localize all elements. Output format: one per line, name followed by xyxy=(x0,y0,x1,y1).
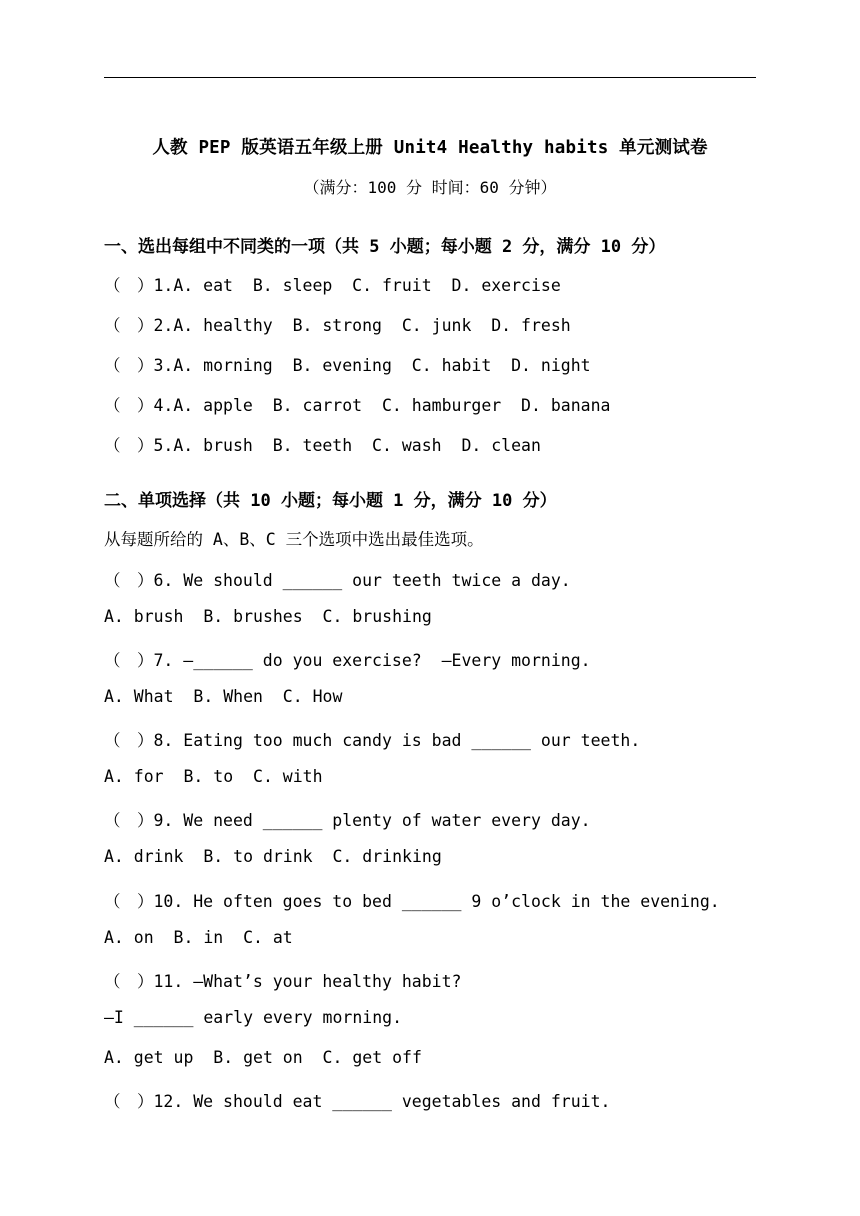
question-line: （ ）4.A. apple B. carrot C. hamburger D. banana xyxy=(104,396,611,415)
question-line: （ ）5.A. brush B. teeth C. wash D. clean xyxy=(104,436,541,455)
question-line: （ ）9. We need ______ plenty of water every day. xyxy=(104,811,591,830)
options-line: A. get up B. get on C. get off xyxy=(104,1048,422,1067)
question-line: （ ）6. We should ______ our teeth twice a day. xyxy=(104,571,571,590)
answer-line: —I ______ early every morning. xyxy=(104,1008,403,1027)
question-line: （ ）12. We should eat ______ vegetables and fruit. xyxy=(104,1092,611,1111)
question-line: （ ）7. —______ do you exercise? —Every morning. xyxy=(104,651,591,670)
question-line: （ ）11. —What’s your healthy habit? xyxy=(104,972,462,991)
question-line: （ ）10. He often goes to bed ______ 9 o’clock in the evening. xyxy=(104,892,720,911)
options-line: A. What B. When C. How xyxy=(104,687,343,706)
question-line: （ ）3.A. morning B. evening C. habit D. night xyxy=(104,356,591,375)
question-line: （ ）1.A. eat B. sleep C. fruit D. exercise xyxy=(104,276,561,295)
options-line: A. drink B. to drink C. drinking xyxy=(104,847,442,866)
question-line: （ ）2.A. healthy B. strong C. junk D. fresh xyxy=(104,316,571,335)
options-line: A. on B. in C. at xyxy=(104,928,293,947)
question-line: （ ）8. Eating too much candy is bad ______ our teeth. xyxy=(104,731,641,750)
options-line: A. for B. to C. with xyxy=(104,767,323,786)
section1-heading: 一、选出每组中不同类的一项（共 5 小题；每小题 2 分，满分 10 分） xyxy=(104,237,666,257)
options-line: A. brush B. brushes C. brushing xyxy=(104,607,432,626)
document-title: 人教 PEP 版英语五年级上册 Unit4 Healthy habits 单元测试卷 xyxy=(152,138,708,158)
header-rule xyxy=(104,77,756,78)
section2-instruction: 从每题所给的 A、B、C 三个选项中选出最佳选项。 xyxy=(104,530,484,549)
section2-heading: 二、单项选择（共 10 小题；每小题 1 分，满分 10 分） xyxy=(104,491,557,511)
document-subtitle: （满分：100 分 时间：60 分钟） xyxy=(303,178,557,197)
